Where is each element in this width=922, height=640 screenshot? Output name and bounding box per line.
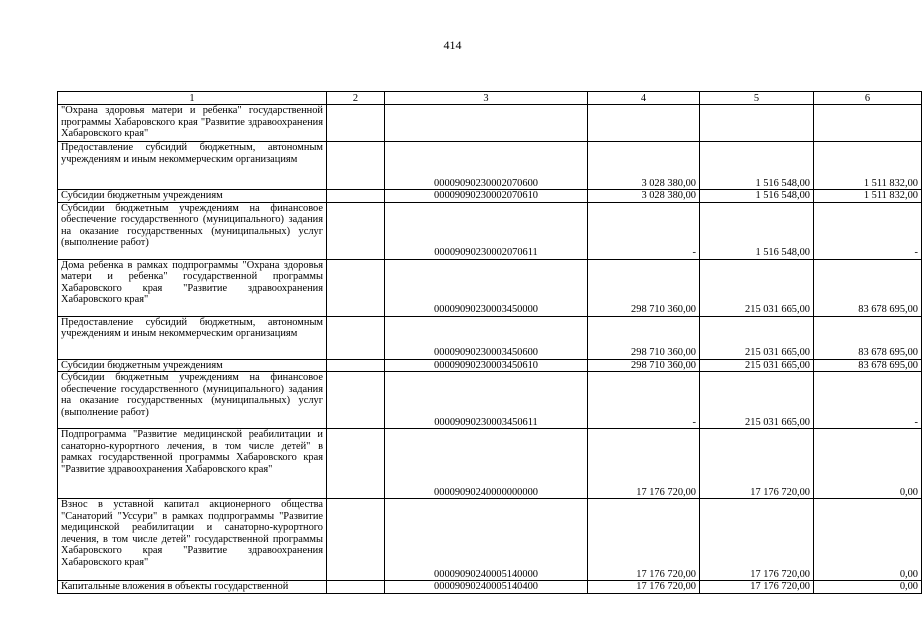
row-code: 00009090240005140000 [385,499,588,581]
row-value-4 [588,105,700,142]
row-value-4: 17 176 720,00 [588,499,700,581]
row-value-4: 3 028 380,00 [588,142,700,190]
row-col2 [327,581,385,594]
row-value-6: - [814,372,922,429]
row-value-4: 298 710 360,00 [588,316,700,359]
row-col2 [327,372,385,429]
row-value-4: - [588,372,700,429]
row-value-4: 298 710 360,00 [588,259,700,316]
row-value-5: 17 176 720,00 [700,499,814,581]
row-value-6: 83 678 695,00 [814,259,922,316]
row-name: "Охрана здоровья матери и ребенка" государственной программы Хабаровского края "Развитие здравоохранения Хабаровского края" [58,105,327,142]
row-value-5: 1 516 548,00 [700,190,814,203]
row-value-6: 83 678 695,00 [814,359,922,372]
row-code [385,105,588,142]
row-value-6: 0,00 [814,581,922,594]
row-value-5: 215 031 665,00 [700,259,814,316]
row-code: 00009090230002070610 [385,190,588,203]
row-value-6: 83 678 695,00 [814,316,922,359]
row-col2 [327,259,385,316]
row-value-5: 17 176 720,00 [700,429,814,499]
row-code: 00009090230002070600 [385,142,588,190]
row-value-4: 298 710 360,00 [588,359,700,372]
table-row [58,259,922,316]
table-row [58,429,922,499]
row-col2 [327,105,385,142]
row-value-5: 1 516 548,00 [700,142,814,190]
row-name: Дома ребенка в рамках подпрограммы "Охрана здоровья матери и ребенка" государственной программы Хабаровского края "Развитие здравоохранения Хабаровского края" [58,259,327,316]
row-code: 00009090230002070611 [385,202,588,259]
page-number: 414 [443,38,462,52]
row-value-6: - [814,202,922,259]
column-header: 3 [385,92,588,105]
row-value-5: 215 031 665,00 [700,372,814,429]
row-value-6: 0,00 [814,499,922,581]
row-code: 00009090240005140400 [385,581,588,594]
table-row [58,581,922,594]
row-col2 [327,190,385,203]
row-value-5: 1 516 548,00 [700,202,814,259]
column-header-row [58,92,922,105]
row-name: Субсидии бюджетным учреждениям на финансовое обеспечение государственного (муниципального) задания на оказание государственных (муниципальных) услуг (выполнение работ) [58,202,327,259]
row-name: Субсидии бюджетным учреждениям [58,190,327,203]
row-value-6: 0,00 [814,429,922,499]
row-code: 00009090230003450611 [385,372,588,429]
row-code: 00009090230003450600 [385,316,588,359]
row-name: Капитальные вложения в объекты государственной [58,581,327,594]
row-name: Подпрограмма "Развитие медицинской реабилитации и санаторно-курортного лечения, в том числе детей" в рамках государственной программы Хабаровского края "Развитие здравоохранения Хабаровского края" [58,429,327,499]
column-header: 1 [58,92,327,105]
row-code: 00009090230003450000 [385,259,588,316]
table-row [58,372,922,429]
row-value-6 [814,105,922,142]
row-code: 00009090230003450610 [385,359,588,372]
table-row [58,142,922,190]
row-col2 [327,202,385,259]
row-name: Субсидии бюджетным учреждениям на финансовое обеспечение государственного (муниципального) задания на оказание государственных (муниципальных) услуг (выполнение работ) [58,372,327,429]
row-value-4: - [588,202,700,259]
row-value-4: 17 176 720,00 [588,429,700,499]
row-name: Субсидии бюджетным учреждениям [58,359,327,372]
table-row [58,499,922,581]
row-col2 [327,142,385,190]
row-col2 [327,499,385,581]
row-code: 00009090240000000000 [385,429,588,499]
column-header: 6 [814,92,922,105]
table-row [58,105,922,142]
row-col2 [327,359,385,372]
row-value-5: 215 031 665,00 [700,359,814,372]
row-value-5: 215 031 665,00 [700,316,814,359]
row-name: Взнос в уставной капитал акционерного общества "Санаторий "Уссури" в рамках подпрограммы "Развитие медицинской реабилитации и санаторно-курортного лечения, в том числе детей" государственной программы Хабаровского края "Развитие здравоохранения Хабаровского края" [58,499,327,581]
table-row [58,316,922,359]
row-value-6: 1 511 832,00 [814,190,922,203]
row-value-5 [700,105,814,142]
table-row [58,190,922,203]
row-col2 [327,316,385,359]
row-col2 [327,429,385,499]
column-header: 4 [588,92,700,105]
budget-table [57,91,922,594]
row-value-4: 17 176 720,00 [588,581,700,594]
row-name: Предоставление субсидий бюджетным, автономным учреждениям и иным некоммерческим организациям [58,142,327,190]
row-value-4: 3 028 380,00 [588,190,700,203]
column-header: 2 [327,92,385,105]
table-row [58,202,922,259]
row-value-5: 17 176 720,00 [700,581,814,594]
column-header: 5 [700,92,814,105]
table-row [58,359,922,372]
row-value-6: 1 511 832,00 [814,142,922,190]
row-name: Предоставление субсидий бюджетным, автономным учреждениям и иным некоммерческим организациям [58,316,327,359]
